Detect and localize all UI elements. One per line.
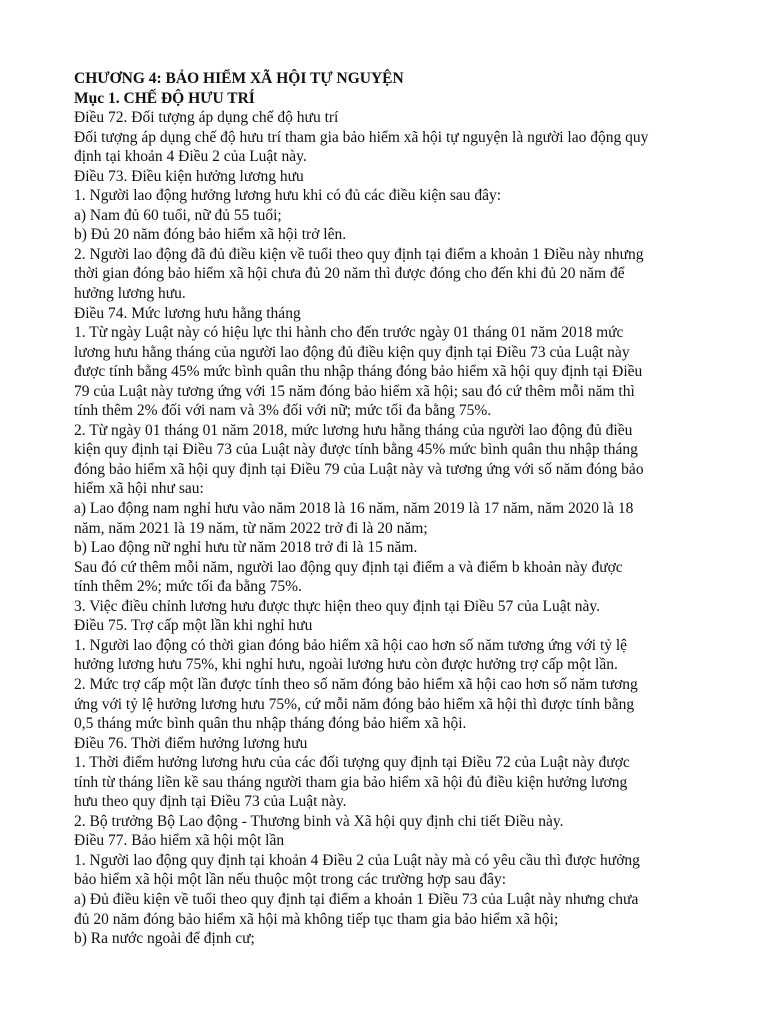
text-line: tính từ tháng liền kề sau tháng người tham gia bảo hiểm xã hội đủ điều kiện hưởng lương <box>74 773 628 791</box>
text-line: Sau đó cứ thêm mỗi năm, người lao động quy định tại điểm a và điểm b khoản này được <box>74 558 623 576</box>
document-body <box>74 108 714 949</box>
text-line: 1. Người lao động hưởng lương hưu khi có đủ các điều kiện sau đây: <box>74 187 502 205</box>
text-line: thời gian đóng bảo hiểm xã hội chưa đủ 20 năm thì được đóng cho đến khi đủ 20 năm để <box>74 265 625 283</box>
text-line: Đối tượng áp dụng chế độ hưu trí tham gia bảo hiểm xã hội tự nguyện là người lao động quy <box>74 128 649 146</box>
text-line: 2. Người lao động đã đủ điều kiện về tuổi theo quy định tại điểm a khoản 1 Điều này nhưng <box>74 245 644 263</box>
text-line: ứng với tỷ lệ hưởng lương hưu 75%, cứ mỗi năm đóng bảo hiểm xã hội thì được tính bằng <box>74 695 635 713</box>
text-line: 2. Từ ngày 01 tháng 01 năm 2018, mức lương hưu hằng tháng của người lao động đủ điều <box>74 421 633 439</box>
text-line: a) Nam đủ 60 tuổi, nữ đủ 55 tuổi; <box>74 206 282 224</box>
text-line: đủ 20 năm đóng bảo hiểm xã hội mà không tiếp tục tham gia bảo hiểm xã hội; <box>74 910 559 928</box>
text-line: a) Lao động nam nghỉ hưu vào năm 2018 là 16 năm, năm 2019 là 17 năm, năm 2020 là 18 <box>74 500 634 518</box>
text-line: b) Lao động nữ nghỉ hưu từ năm 2018 trở đi là 15 năm. <box>74 539 418 557</box>
text-line: định tại khoản 4 Điều 2 của Luật này. <box>74 148 307 166</box>
text-line: lương hưu hằng tháng của người lao động đủ điều kiện quy định tại Điều 73 của Luật này <box>74 343 630 361</box>
text-line: 3. Việc điều chỉnh lương hưu được thực hiện theo quy định tại Điều 57 của Luật này. <box>74 597 601 615</box>
text-line: tính thêm 2% đối với nam và 3% đối với nữ; mức tối đa bằng 75%. <box>74 402 492 420</box>
text-line: hưởng lương hưu. <box>74 285 186 303</box>
text-line: Điều 74. Mức lương hưu hằng tháng <box>74 304 301 322</box>
text-line: hưu theo quy định tại Điều 73 của Luật này. <box>74 793 347 811</box>
text-line: tính thêm 2%; mức tối đa bằng 75%. <box>74 578 302 596</box>
text-line: năm, năm 2021 là 19 năm, từ năm 2022 trở đi là 20 năm; <box>74 519 428 537</box>
text-line: đóng bảo hiểm xã hội quy định tại Điều 79 của Luật này và tương ứng với số năm đóng bảo <box>74 460 644 478</box>
text-line: b) Ra nước ngoài để định cư; <box>74 930 255 948</box>
text-line: 2. Mức trợ cấp một lần được tính theo số năm đóng bảo hiểm xã hội cao hơn số năm tương <box>74 675 638 693</box>
text-line: Điều 73. Điều kiện hưởng lương hưu <box>74 167 304 185</box>
text-line: a) Đủ điều kiện về tuổi theo quy định tại điểm a khoản 1 Điều 73 của Luật này nhưng chưa <box>74 890 639 908</box>
text-line: 1. Người lao động quy định tại khoản 4 Điều 2 của Luật này mà có yêu cầu thì được hưởng <box>74 851 640 869</box>
text-line: hiểm xã hội như sau: <box>74 480 204 498</box>
text-line: 0,5 tháng mức bình quân thu nhập tháng đóng bảo hiểm xã hội. <box>74 715 467 733</box>
text-line: được tính bằng 45% mức bình quân thu nhập tháng đóng bảo hiểm xã hội quy định tại Điều <box>74 363 643 381</box>
text-line: 1. Từ ngày Luật này có hiệu lực thi hành cho đến trước ngày 01 tháng 01 năm 2018 mức <box>74 324 624 342</box>
document-page <box>74 69 714 949</box>
text-line: b) Đủ 20 năm đóng bảo hiểm xã hội trở lên. <box>74 226 347 244</box>
text-line: 1. Thời điểm hưởng lương hưu của các đối tượng quy định tại Điều 72 của Luật này được <box>74 754 630 772</box>
text-line: 79 của Luật này tương ứng với 15 năm đóng bảo hiểm xã hội; sau đó cứ thêm mỗi năm thì <box>74 382 635 400</box>
text-line: Điều 72. Đối tượng áp dụng chế độ hưu trí <box>74 109 339 127</box>
text-line: 1. Người lao động có thời gian đóng bảo hiểm xã hội cao hơn số năm tương ứng với tỷ lệ <box>74 636 628 654</box>
text-line: kiện quy định tại Điều 73 của Luật này được tính bằng 45% mức bình quân thu nhập tháng <box>74 441 638 459</box>
text-line: Điều 76. Thời điểm hưởng lương hưu <box>74 734 308 752</box>
text-line: 2. Bộ trưởng Bộ Lao động - Thương binh và Xã hội quy định chi tiết Điều này. <box>74 812 564 830</box>
text-line: hưởng lương hưu 75%, khi nghỉ hưu, ngoài lương hưu còn được hưởng trợ cấp một lần. <box>74 656 618 674</box>
section-title: Mục 1. CHẾ ĐỘ HƯU TRÍ <box>74 89 255 107</box>
text-line: Điều 77. Bảo hiểm xã hội một lần <box>74 832 285 850</box>
chapter-title: CHƯƠNG 4: BẢO HIỂM XÃ HỘI TỰ NGUYỆN <box>74 70 404 87</box>
text-line: bảo hiểm xã hội một lần nếu thuộc một trong các trường hợp sau đây: <box>74 871 507 889</box>
text-line: Điều 75. Trợ cấp một lần khi nghỉ hưu <box>74 617 313 635</box>
